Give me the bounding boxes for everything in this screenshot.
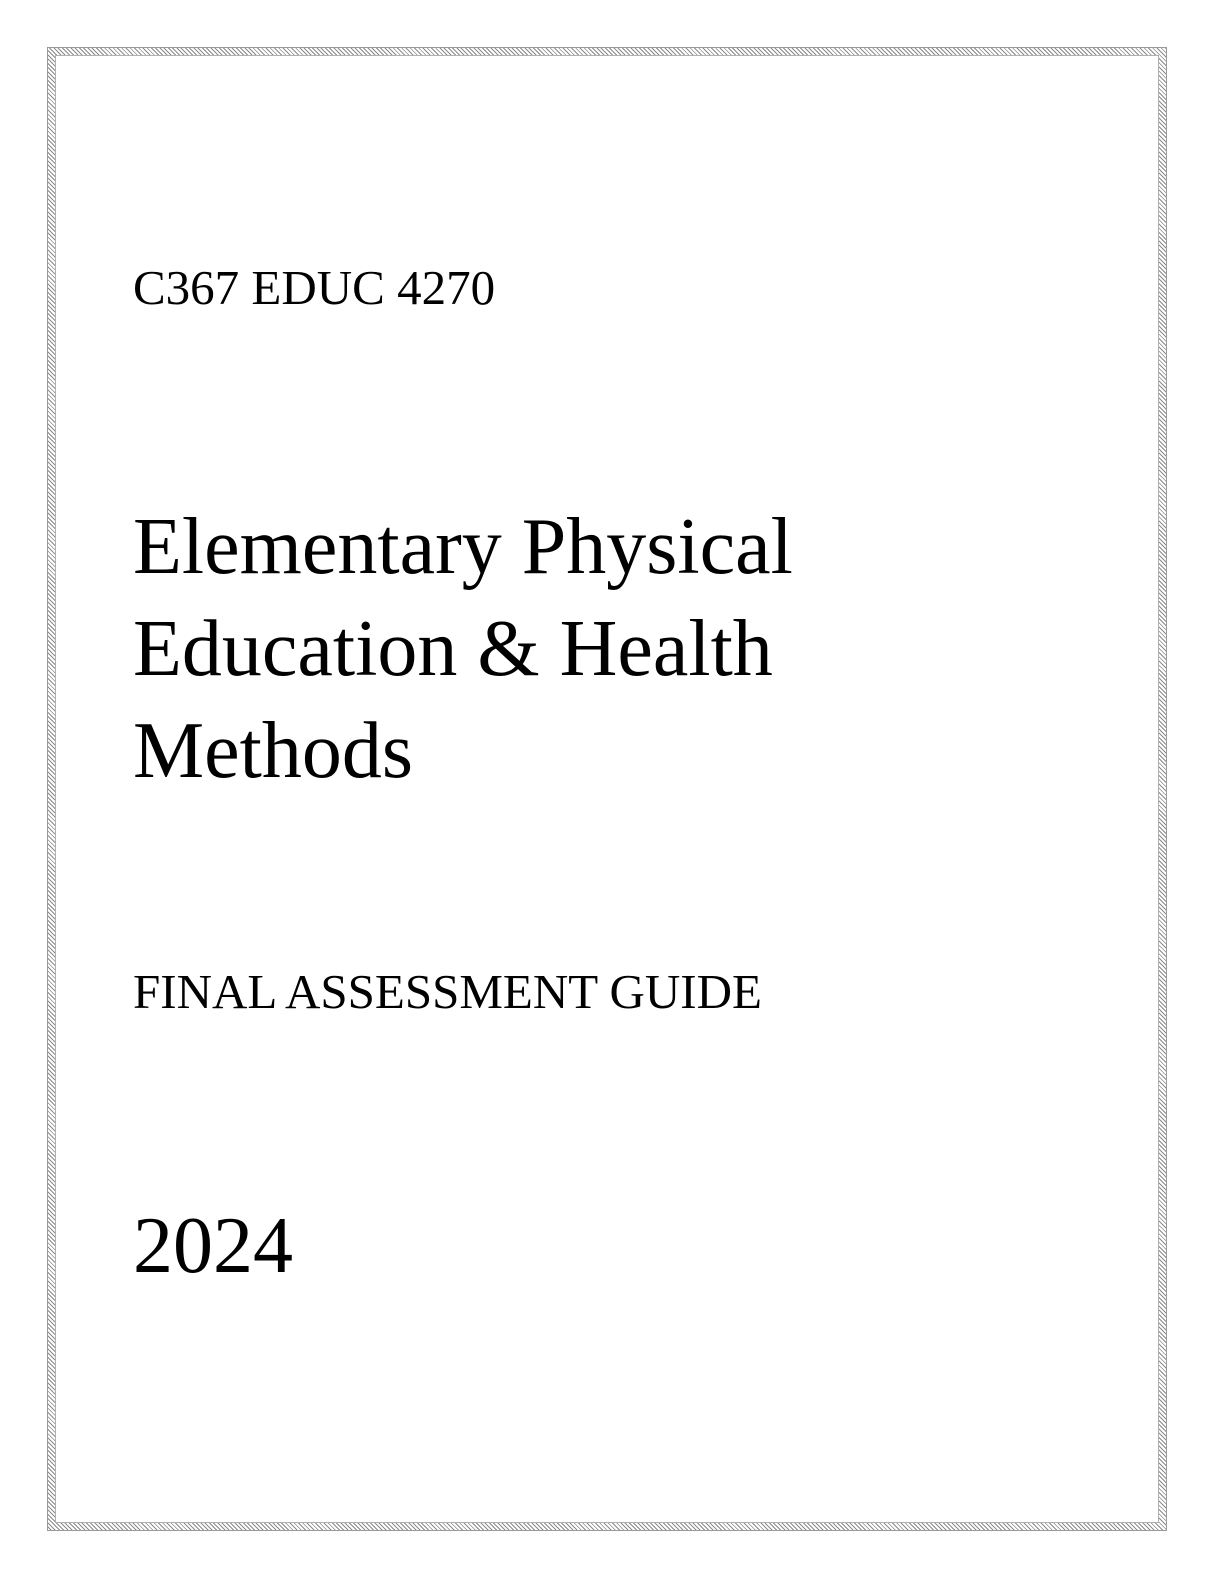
document-subtitle: FINAL ASSESSMENT GUIDE bbox=[133, 964, 762, 1019]
course-title bbox=[133, 496, 793, 802]
course-title-line-2: Education & Health bbox=[133, 605, 773, 693]
course-title-line-1: Elementary Physical bbox=[133, 503, 793, 591]
course-code: C367 EDUC 4270 bbox=[133, 260, 496, 315]
document-year: 2024 bbox=[133, 1202, 293, 1290]
course-title-line-3: Methods bbox=[133, 707, 413, 795]
